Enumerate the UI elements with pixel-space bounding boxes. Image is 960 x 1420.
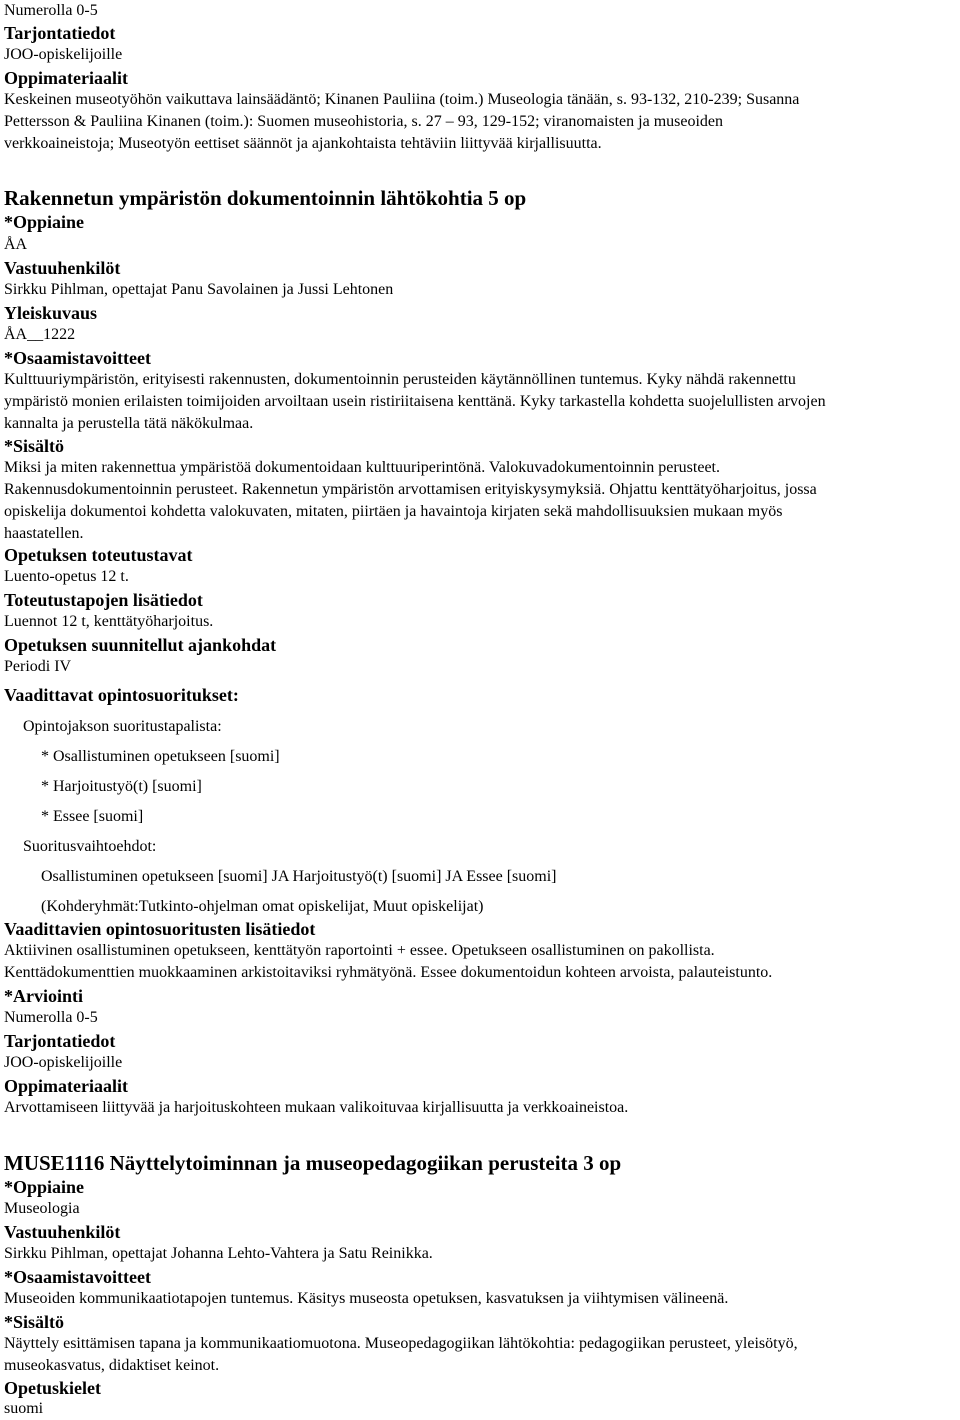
content-heading: *Sisältö xyxy=(4,436,65,456)
responsible-heading: Vastuuhenkilöt xyxy=(4,1222,121,1242)
learning-outcomes-line: kannalta ja perustella tätä näkökulmaa. xyxy=(4,415,254,432)
subject-value: ÅA xyxy=(4,236,28,253)
completion-method-item: * Osallistuminen opetukseen [suomi] xyxy=(41,748,280,765)
schedule-value: Periodi IV xyxy=(4,658,72,675)
content-line: opiskelija dokumentoi kohdetta valokuvaten, mitaten, piirtäen ja havaintoja kirjaten sekä mahdollisuuksien mukaan myös xyxy=(4,503,783,520)
method-details-value: Luennot 12 t, kenttätyöharjoitus. xyxy=(4,613,214,630)
completion-method-item: * Harjoitustyö(t) [suomi] xyxy=(41,778,202,795)
learning-outcomes-heading: *Osaamistavoitteet xyxy=(4,348,151,368)
offering-value: JOO-opiskelijoille xyxy=(4,46,123,63)
completion-details-heading: Vaadittavien opintosuoritusten lisätiedot xyxy=(4,919,316,939)
course-title: MUSE1116 Näyttelytoiminnan ja museopedagogiikan perusteita 3 op xyxy=(4,1151,622,1175)
overview-value: ÅA__1222 xyxy=(4,326,76,343)
materials-line: verkkoaineistoja; Museotyön eettiset säännöt ja ajankohtaista tehtäviin liittyvää kirjallisuutta. xyxy=(4,135,602,152)
overview-heading: Yleiskuvaus xyxy=(4,303,98,323)
grading-heading: *Arviointi xyxy=(4,986,83,1006)
completion-details-line: Aktiivinen osallistuminen opetukseen, kenttätyön raportointi + essee. Opetukseen osallistuminen on pakollista. xyxy=(4,942,715,959)
completion-method-item: * Essee [suomi] xyxy=(41,808,144,825)
responsible-value: Sirkku Pihlman, opettajat Panu Savolainen ja Jussi Lehtonen xyxy=(4,281,394,298)
subject-heading: *Oppiaine xyxy=(4,212,85,232)
target-groups: (Kohderyhmät:Tutkinto-ohjelman omat opiskelijat, Muut opiskelijat) xyxy=(41,898,484,915)
completion-details-line: Kenttädokumenttien muokkaaminen arkistoitaviksi ryhmätyönä. Essee dokumentoidun kohteen arvoista, palauteistunto. xyxy=(4,964,773,981)
completion-options-label: Suoritusvaihtoehdot: xyxy=(23,838,157,855)
teaching-methods-value: Luento-opetus 12 t. xyxy=(4,568,129,585)
content-line: Miksi ja miten rakennettua ympäristöä dokumentoidaan kulttuuriperintönä. Valokuvadokumentoinnin perusteet. xyxy=(4,459,720,476)
grading-value: Numerolla 0-5 xyxy=(4,2,98,19)
learning-outcomes-line: ympäristö monien erilaisten toimijoiden arvoiltaan usein ristiriitaisena kenttänä. Kyky tarkastella kohdetta suojelullisten arvojen xyxy=(4,393,826,410)
content-line: haastatellen. xyxy=(4,525,84,542)
course-title: Rakennetun ympäristön dokumentoinnin lähtökohtia 5 op xyxy=(4,186,527,210)
languages-value: suomi xyxy=(4,1400,44,1417)
materials-line: Keskeinen museotyöhön vaikuttava lainsäädäntö; Kinanen Pauliina (toim.) Museologia tänään, s. 93-132, 210-239; Susanna xyxy=(4,91,800,108)
responsible-heading: Vastuuhenkilöt xyxy=(4,258,121,278)
content-line: Näyttely esittämisen tapana ja kommunikaatiomuotona. Museopedagogiikan lähtökohtia: pedagogiikan perusteet, yleisötyö, xyxy=(4,1335,798,1352)
grading-value: Numerolla 0-5 xyxy=(4,1009,98,1026)
completion-methods-label: Opintojakson suoritustapalista: xyxy=(23,718,222,735)
languages-heading: Opetuskielet xyxy=(4,1378,101,1398)
schedule-heading: Opetuksen suunnitellut ajankohdat xyxy=(4,635,277,655)
content-heading: *Sisältö xyxy=(4,1312,65,1332)
teaching-methods-heading: Opetuksen toteutustavat xyxy=(4,545,193,565)
materials-heading: Oppimateriaalit xyxy=(4,68,128,88)
offering-heading: Tarjontatiedot xyxy=(4,23,116,43)
required-completions-heading: Vaadittavat opintosuoritukset: xyxy=(4,685,239,705)
subject-value: Museologia xyxy=(4,1200,80,1217)
content-line: museokasvatus, didaktiset keinot. xyxy=(4,1357,220,1374)
method-details-heading: Toteutustapojen lisätiedot xyxy=(4,590,203,610)
content-line: Rakennusdokumentoinnin perusteet. Rakennetun ympäristön arvottamisen erityiskysymyksiä. Ohjattu kenttätyöharjoitus, jossa xyxy=(4,481,817,498)
offering-value: JOO-opiskelijoille xyxy=(4,1054,123,1071)
learning-outcomes-line: Kulttuuriympäristön, erityisesti rakennusten, dokumentoinnin perusteiden käytännöllinen tuntemus. Kyky nähdä rakennettu xyxy=(4,371,796,388)
responsible-value: Sirkku Pihlman, opettajat Johanna Lehto-Vahtera ja Satu Reinikka. xyxy=(4,1245,433,1262)
learning-outcomes-heading: *Osaamistavoitteet xyxy=(4,1267,151,1287)
materials-value: Arvottamiseen liittyvää ja harjoituskohteen mukaan valikoituvaa kirjallisuutta ja verkkoaineistoa. xyxy=(4,1099,629,1116)
materials-heading: Oppimateriaalit xyxy=(4,1076,128,1096)
materials-line: Pettersson & Pauliina Kinanen (toim.): Suomen museohistoria, s. 27 – 93, 129-152; viranomaisten ja museoiden xyxy=(4,113,724,130)
subject-heading: *Oppiaine xyxy=(4,1177,85,1197)
learning-outcomes-value: Museoiden kommunikaatiotapojen tuntemus. Käsitys museosta opetuksen, kasvatuksen ja viihtymisen välineenä. xyxy=(4,1290,729,1307)
offering-heading: Tarjontatiedot xyxy=(4,1031,116,1051)
completion-option: Osallistuminen opetukseen [suomi] JA Harjoitustyö(t) [suomi] JA Essee [suomi] xyxy=(41,868,557,885)
